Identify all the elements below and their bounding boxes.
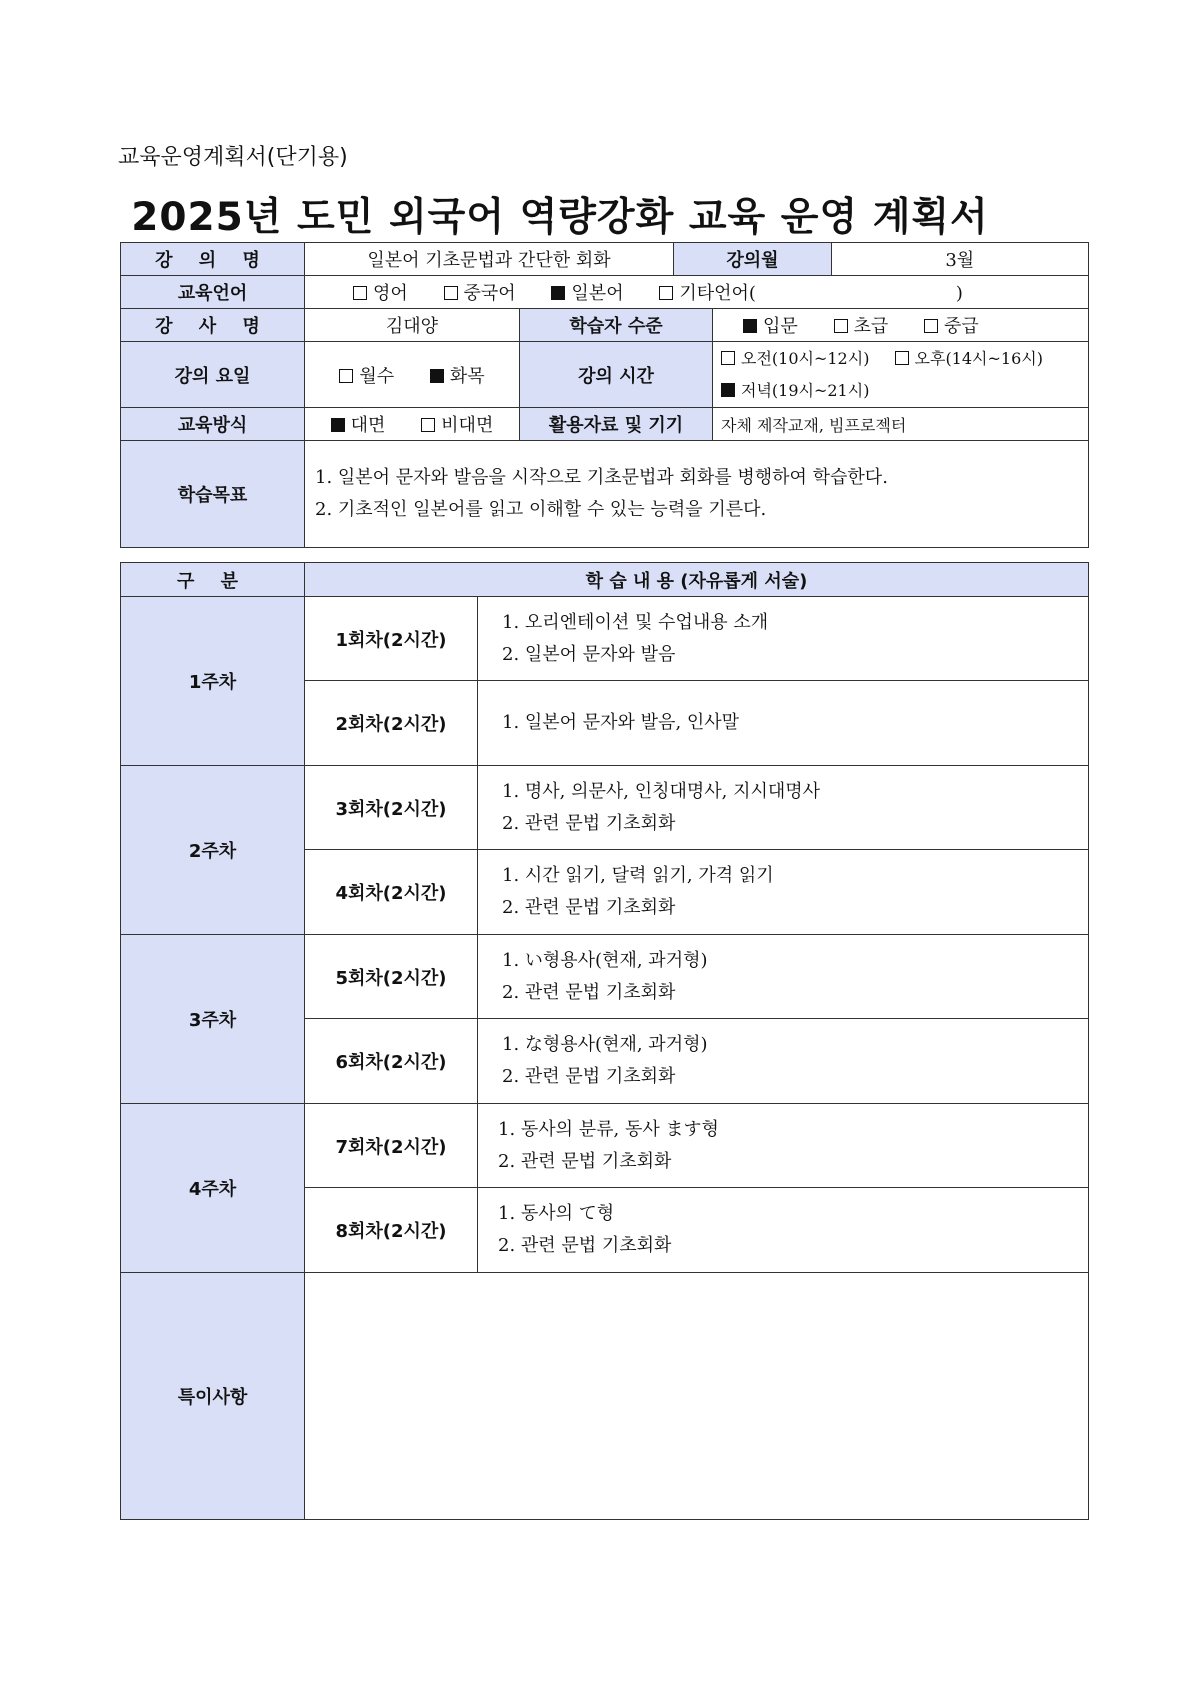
- class-time-label: 강의 시간: [520, 342, 713, 408]
- session-label: 4회차(2시간): [305, 850, 478, 935]
- days-option-tue-thu[interactable]: 화목: [430, 362, 485, 388]
- checked-box-icon: [430, 369, 444, 383]
- checkbox-icon: [659, 286, 673, 300]
- level-option-elementary[interactable]: 초급: [834, 312, 889, 338]
- language-option-japanese[interactable]: 일본어: [551, 279, 623, 305]
- checked-box-icon: [331, 418, 345, 432]
- checked-box-icon: [721, 383, 735, 397]
- checked-box-icon: [551, 286, 565, 300]
- session-content: 1. 일본어 문자와 발음, 인사말: [478, 681, 1089, 766]
- week-label: 1주차: [121, 597, 305, 766]
- time-option-morning[interactable]: 오전(10시~12시): [721, 343, 869, 375]
- session-label: 6회차(2시간): [305, 1019, 478, 1104]
- session-label: 1회차(2시간): [305, 597, 478, 681]
- checkbox-icon: [421, 418, 435, 432]
- week-label: 3주차: [121, 935, 305, 1104]
- session-label: 3회차(2시간): [305, 766, 478, 850]
- checkbox-icon: [834, 319, 848, 333]
- remarks-field[interactable]: [305, 1273, 1089, 1520]
- checkbox-icon: [339, 369, 353, 383]
- learner-level-label: 학습자 수준: [520, 309, 713, 342]
- time-option-afternoon[interactable]: 오후(14시~16시): [895, 343, 1043, 375]
- session-label: 7회차(2시간): [305, 1104, 478, 1188]
- materials-label: 활용자료 및 기기: [520, 408, 713, 441]
- session-content: 1. な형용사(현재, 과거형) 2. 관련 문법 기초회화: [478, 1019, 1089, 1104]
- level-option-beginner[interactable]: 입문: [743, 312, 798, 338]
- checkbox-icon: [721, 351, 735, 365]
- checkbox-icon: [353, 286, 367, 300]
- checkbox-icon: [444, 286, 458, 300]
- materials-value: 자체 제작교재, 빔프로젝터: [713, 408, 1089, 441]
- method-option-online[interactable]: 비대면: [421, 411, 493, 437]
- method-option-in-person[interactable]: 대면: [331, 411, 386, 437]
- schedule-table: [120, 562, 1089, 1520]
- instructor-label: 강 사 명: [121, 309, 305, 342]
- course-name-label: 강 의 명: [121, 243, 305, 276]
- course-info-table: [120, 242, 1089, 548]
- page-title: 2025년 도민 외국어 역량강화 교육 운영 계획서: [131, 195, 989, 240]
- session-content: 1. 오리엔테이션 및 수업내용 소개 2. 일본어 문자와 발음: [478, 597, 1089, 681]
- month-label: 강의월: [674, 243, 832, 275]
- session-content: 1. 동사의 て형 2. 관련 문법 기초회화: [478, 1188, 1089, 1273]
- session-content: 1. 동사의 분류, 동사 ます형 2. 관련 문법 기초회화: [478, 1104, 1089, 1188]
- division-header: 구 분: [121, 563, 305, 597]
- education-method-label: 교육방식: [121, 408, 305, 441]
- checked-box-icon: [743, 319, 757, 333]
- checkbox-icon: [924, 319, 938, 333]
- instructor-value: 김대양: [305, 309, 520, 342]
- language-label: 교육언어: [121, 276, 305, 309]
- week-label: 2주차: [121, 766, 305, 935]
- session-content: 1. 명사, 의문사, 인칭대명사, 지시대명사 2. 관련 문법 기초회화: [478, 766, 1089, 850]
- session-content: 1. い형용사(현재, 과거형) 2. 관련 문법 기초회화: [478, 935, 1089, 1019]
- time-option-evening[interactable]: 저녁(19시~21시): [721, 375, 869, 407]
- week-label: 4주차: [121, 1104, 305, 1273]
- session-label: 5회차(2시간): [305, 935, 478, 1019]
- language-option-english[interactable]: 영어: [353, 279, 408, 305]
- learning-goal-item: 1. 일본어 문자와 발음을 시작으로 기초문법과 회화를 병행하여 학습한다.: [315, 467, 888, 488]
- language-option-chinese[interactable]: 중국어: [444, 279, 516, 305]
- learning-goal-item: 2. 기초적인 일본어를 읽고 이해할 수 있는 능력을 기른다.: [315, 499, 767, 520]
- remarks-label: 특이사항: [121, 1273, 305, 1520]
- days-option-mon-wed[interactable]: 월수: [339, 362, 394, 388]
- month-value: 3월: [832, 243, 1089, 275]
- class-days-label: 강의 요일: [121, 342, 305, 408]
- session-label: 8회차(2시간): [305, 1188, 478, 1273]
- session-label: 2회차(2시간): [305, 681, 478, 766]
- session-content: 1. 시간 읽기, 달력 읽기, 가격 읽기 2. 관련 문법 기초회화: [478, 850, 1089, 935]
- content-header: 학 습 내 용 (자유롭게 서술): [305, 563, 1089, 597]
- language-option-other[interactable]: 기타언어( ): [659, 279, 963, 305]
- document-type-label: 교육운영계획서(단기용): [118, 145, 348, 170]
- learning-goals-label: 학습목표: [121, 441, 305, 548]
- course-name-value: 일본어 기초문법과 간단한 회화: [305, 243, 674, 276]
- checkbox-icon: [895, 351, 909, 365]
- level-option-intermediate[interactable]: 중급: [924, 312, 979, 338]
